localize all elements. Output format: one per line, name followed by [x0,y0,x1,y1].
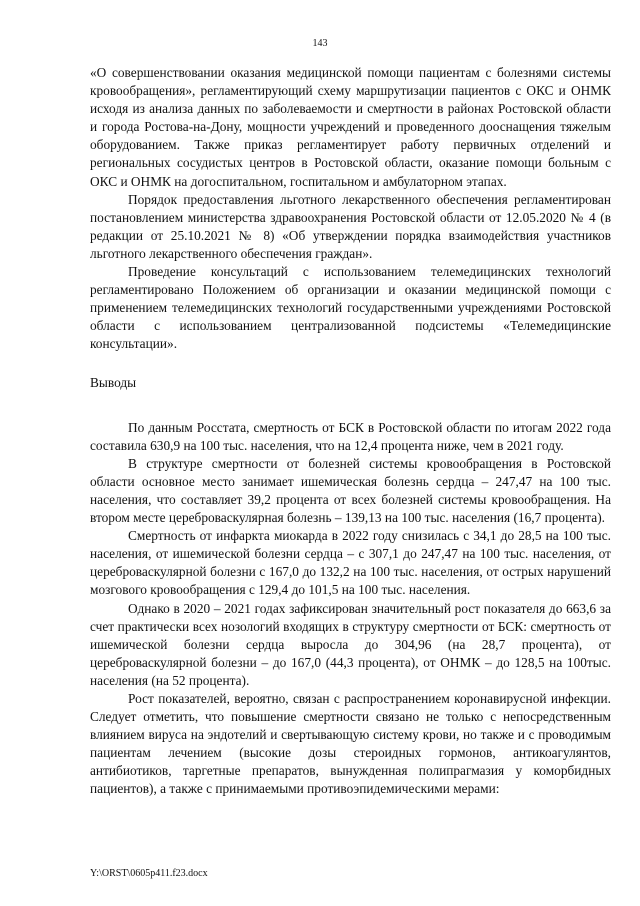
paragraph-order-description: «О совершенствовании оказания медицинской помощи пациентам с болезнями системы кровообращения», регламентирующий схему маршрутизации пациентов с ОКС и ОНМК исходя из анализа данных по заболеваемости и смертности в районах Ростовской области и города Ростова-на-Дону, мощности учреждений и проведенного дооснащения тяжелым оборудованием. Также приказ регламентирует работу первичных отделений и региональных сосудистых центров в Ростовской области, оказание помощи больным с ОКС и ОНМК на догоспитальном, госпитальном и амбулаторном этапах. [90,65,611,189]
section-title-conclusions: Выводы [90,374,137,390]
page-number: 143 [312,38,328,49]
conclusion-paragraph: Рост показателей, вероятно, связан с распространением коронавирусной инфекции. Следует отметить, что повышение смертности связано не только с непосредственным влиянием вируса на эндотелий и свертывающую систему крови, но также и с проводимым пациентам лечением (высокие дозы стероидных гормонов, антикоагулянтов, антибиотиков, таргетные препаратов, вынужденная полипрагмазия у коморбидных пациентов), а также с принимаемыми противоэпидемическими мерами: [90,691,611,797]
conclusion-paragraph: По данным Росстата, смертность от БСК в Ростовской области по итогам 2022 года составила 630,9 на 100 тыс. населения, что на 12,4 процента ниже, чем в 2021 году. [90,419,611,453]
document-body [90,64,611,799]
conclusion-paragraph: Однако в 2020 – 2021 годах зафиксирован значительный рост показателя до 663,6 за счет практически всех нозологий входящих в структуру смертности от БСК: смертность от ишемической болезни сердца выросла до 304,96 (на 28,7 процента), от цереброваскулярной болезни – до 167,0 (44,3 процента), от ОНМК – до 128,5 на 100тыс. населения (на 52 процента). [90,600,611,688]
paragraph-telemedicine: Проведение консультаций с использованием телемедицинских технологий регламентировано Положением об организации и оказании медицинской помощи с применением телемедицинских технологий государственными учреждениями Ростовской области с использованием централизованной подсистемы «Телемедицинские консультации». [90,264,611,352]
conclusion-paragraph: Смертность от инфаркта миокарда в 2022 году снизилась с 34,1 до 28,5 на 100 тыс. населения, от ишемической болезни сердца – с 307,1 до 247,47 на 100 тыс. населения, от цереброваскулярной болезни с 167,0 до 132,2 на 100 тыс. населения, от острых нарушений мозгового кровообращения с 129,4 до 101,5 на 100 тыс. населения. [90,528,611,598]
paragraph-drug-provision: Порядок предоставления льготного лекарственного обеспечения регламентирован постановлением министерства здравоохранения Ростовской области от 12.05.2020 № 4 (в редакции от 25.10.2021 № 8) «Об утверждении порядка взаимодействия участников льготного лекарственного обеспечения граждан». [90,191,611,261]
footer-file-path: Y:\ORST\0605p411.f23.docx [90,868,208,879]
conclusion-paragraph: В структуре смертности от болезней системы кровообращения в Ростовской области основное место занимает ишемическая болезнь сердца – 247,47 на 100 тыс. населения, что составляет 39,2 процента от всех болезней системы кровообращения. На втором месте цереброваскулярная болезнь – 139,13 на 100 тыс. населения (16,7 процента). [90,455,611,526]
